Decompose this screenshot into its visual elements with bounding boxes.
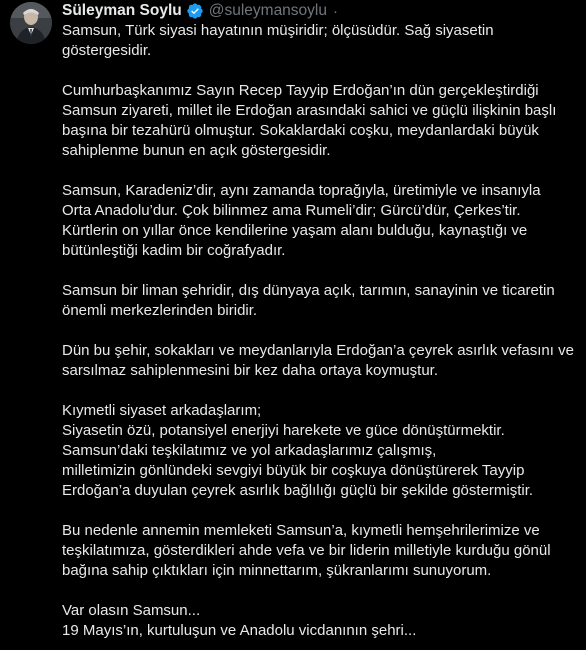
text-line: Samsun ziyareti, millet ile Erdoğan arasındaki sahici ve güçlü ilişkinin başlı	[62, 102, 557, 119]
text-line: teşkilatımıza, gösterdikleri ahde vefa ve bir liderin milletiyle kurduğu gönül	[62, 542, 551, 559]
paragraph-6	[62, 401, 582, 501]
tweet-header	[62, 0, 338, 22]
text-line: bağına sahip çıktıkları için minnettarım, şükranlarımı sunuyorum.	[62, 562, 492, 579]
text-line: önemli merkezlerinden biridir.	[62, 302, 258, 319]
text-line: göstergesidir.	[62, 42, 152, 59]
text-line: Orta Anadolu’dur. Çok bilinmez ama Rumeli’dir; Gürcü’dür, Çerkes’tir.	[62, 202, 521, 219]
avatar[interactable]	[10, 2, 52, 44]
text-line: Samsun, Karadeniz’dir, aynı zamanda toprağıyla, üretimiyle ve insanıyla	[62, 182, 541, 199]
verified-badge-icon	[186, 2, 204, 20]
text-line: Samsun, Türk siyasi hayatının müşiridir; ölçüsüdür. Sağ siyasetin	[62, 22, 494, 39]
paragraph-5	[62, 341, 582, 381]
paragraph-4	[62, 281, 582, 321]
text-line: 19 Mayıs’ın, kurtuluşun ve Anadolu vicdanının şehri...	[62, 622, 417, 639]
paragraph-1	[62, 21, 582, 61]
paragraph-3	[62, 181, 582, 261]
text-line: sahiplenme bunun en açık göstergesidir.	[62, 142, 331, 159]
text-line: sarsılmaz sahiplenmesini bir kez daha ortaya koymuştur.	[62, 362, 438, 379]
text-line: bütünleştiği kadim bir coğrafyadır.	[62, 242, 286, 259]
text-line: milletimizin gönlündeki sevgiyi büyük bir coşkuya dönüştürerek Tayyip	[62, 462, 525, 479]
text-line: başına bir tezahürü olmuştur. Sokaklardaki coşku, meydanlardaki büyük	[62, 122, 539, 139]
paragraph-8	[62, 601, 582, 641]
header-separator: ·	[333, 2, 338, 20]
text-line: Kürtlerin on yıllar önce kendilerine yaşam alanı bulduğu, kaynaştığı ve	[62, 222, 528, 239]
text-line: Cumhurbaşkanımız Sayın Recep Tayyip Erdoğan’ın dün gerçekleştirdiği	[62, 82, 539, 99]
paragraph-2	[62, 81, 582, 161]
author-handle[interactable]: @suleymansoylu	[208, 2, 327, 19]
text-line: Samsun bir liman şehridir, dış dünyaya açık, tarımın, sanayinin ve ticaretin	[62, 282, 555, 299]
avatar-image	[10, 2, 52, 44]
text-line: Samsun’daki teşkilatımız ve yol arkadaşlarımız çalışmış,	[62, 442, 437, 459]
text-line: Bu nedenle annemin memleketi Samsun’a, kıymetli hemşehrilerimize ve	[62, 522, 540, 539]
text-line: Siyasetin özü, potansiyel enerjiyi harekete ve güce dönüştürmektir.	[62, 422, 505, 439]
author-name[interactable]: Süleyman Soylu	[62, 2, 182, 19]
text-line: Dün bu şehir, sokakları ve meydanlarıyla Erdoğan’a çeyrek asırlık vefasını ve	[62, 342, 574, 359]
paragraph-7	[62, 521, 582, 581]
tweet-text	[62, 21, 582, 641]
text-line: Var olasın Samsun...	[62, 602, 201, 619]
text-line: Kıymetli siyaset arkadaşlarım;	[62, 402, 262, 419]
text-line: Erdoğan’a duyulan çeyrek asırlık bağlılığı güçlü bir şekilde göstermiştir.	[62, 482, 534, 499]
